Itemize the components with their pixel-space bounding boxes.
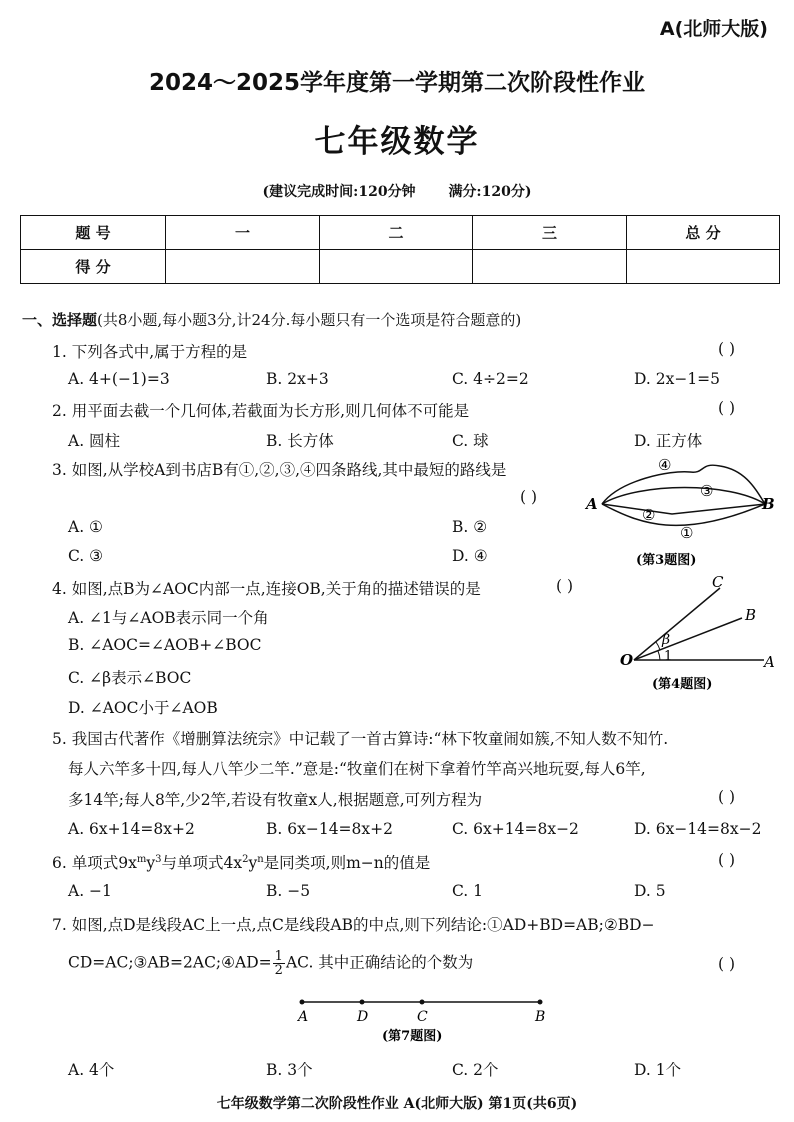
section-description: (共8小题,每小题3分,计24分.每小题只有一个选项是符合题意的) [97, 311, 522, 329]
q1-option-c: C. 4÷2=2 [452, 370, 529, 388]
point-c [420, 1000, 425, 1005]
q5-line2: 每人六竿多十四,每人八竿少二竿.”意是:“牧童们在树下拿着竹竿高兴地玩耍,每人6竿, [68, 760, 646, 778]
q5-line3: 多14竿;每人8竿,少2竿,若设有牧童x人,根据题意,可列方程为 [68, 791, 483, 809]
score-note: 满分:120分) [448, 184, 532, 200]
q2-option-a: A. 圆柱 [68, 432, 121, 450]
q4-option-d: D. ∠AOC小于∠AOB [68, 699, 218, 717]
q4-answer-blank[interactable]: ( ) [556, 577, 574, 595]
q7-line2 [68, 950, 473, 977]
q5-answer-blank[interactable]: ( ) [718, 788, 736, 806]
q1-option-a: A. 4+(−1)=3 [68, 370, 170, 388]
q4-figure [612, 572, 780, 694]
q1-answer-blank[interactable]: ( ) [718, 340, 736, 358]
q2-option-c: C. 球 [452, 432, 489, 450]
exam-title: 2024～2025学年度第一学期第二次阶段性作业 [148, 70, 646, 96]
score-table [20, 215, 780, 284]
q6-exponent: n [257, 853, 264, 865]
q3-figure-caption: (第3题图) [636, 553, 697, 568]
q6-stem-part: 6. 单项式9x [52, 854, 137, 872]
score-row-label: 得 分 [21, 250, 166, 284]
point-a-label: A [586, 495, 598, 513]
score-header-cell: 二 [320, 216, 473, 250]
point-b-label: B [535, 1009, 546, 1025]
q4-option-a: A. ∠1与∠AOB表示同一个角 [68, 609, 269, 627]
score-table-header-row [21, 216, 780, 250]
q6-exponent: m [136, 853, 147, 865]
subject-title: 七年级数学 [314, 124, 480, 160]
q5-option-d: D. 6x−14=8x−2 [634, 820, 762, 838]
time-note: (建议完成时间:120分钟 [262, 184, 416, 200]
q6-exponent: 3 [155, 853, 162, 865]
route-2-label: ② [642, 506, 656, 524]
point-d [360, 1000, 365, 1005]
q1-option-b: B. 2x+3 [266, 370, 329, 388]
q5-option-a: A. 6x+14=8x+2 [68, 820, 195, 838]
q4-stem: 4. 如图,点B为∠AOC内部一点,连接OB,关于角的描述错误的是 [52, 580, 481, 598]
q1-stem: 1. 下列各式中,属于方程的是 [52, 343, 248, 361]
q2-stem: 2. 用平面去截一个几何体,若截面为长方形,则几何体不可能是 [52, 402, 470, 420]
page-footer: 七年级数学第二次阶段性作业 A(北师大版) 第1页(共6页) [216, 1096, 578, 1112]
fraction-denominator: 2 [274, 963, 283, 978]
ray-ob [634, 618, 742, 660]
q2-option-d: D. 正方体 [634, 432, 703, 450]
section-title: 一、选择题 [22, 311, 98, 329]
q7-option-d: D. 1个 [634, 1061, 682, 1079]
point-a-label: A [764, 653, 775, 671]
q7-option-c: C. 2个 [452, 1061, 499, 1079]
score-cell[interactable] [166, 250, 320, 284]
ray-oc [634, 588, 720, 660]
q2-answer-blank[interactable]: ( ) [718, 399, 736, 417]
score-header-cell: 一 [166, 216, 320, 250]
q3-option-b: B. ② [452, 518, 488, 536]
q5-option-c: C. 6x+14=8x−2 [452, 820, 579, 838]
q5-line1: 5. 我国古代著作《增删算法统宗》中记载了一首古算诗:“林下牧童闹如簇,不知人数不知竹. [52, 730, 669, 748]
q6-option-b: B. −5 [266, 882, 311, 900]
route-1-label: ① [680, 524, 694, 542]
score-header-cell: 三 [473, 216, 627, 250]
q7-line2-part: CD=AC;③AB=2AC;④AD= [68, 953, 272, 972]
point-c-label: C [417, 1009, 428, 1025]
q7-figure-caption: (第7题图) [382, 1029, 443, 1044]
point-b-label: B [762, 495, 775, 513]
fraction-numerator: 1 [274, 949, 283, 964]
point-b [538, 1000, 543, 1005]
q6-stem-part: 是同类项,则m−n的值是 [263, 854, 431, 872]
q6-stem-part: y [248, 854, 258, 872]
q4-option-b: B. ∠AOC=∠AOB+∠BOC [68, 636, 262, 654]
q3-figure [580, 452, 780, 572]
q6-option-a: A. −1 [68, 882, 112, 900]
q7-answer-blank[interactable]: ( ) [718, 955, 736, 973]
angle-1-arc [658, 651, 660, 660]
version-label: A(北师大版) [659, 18, 768, 40]
point-a [300, 1000, 305, 1005]
route-4 [602, 465, 765, 504]
score-cell[interactable] [473, 250, 627, 284]
q6-option-d: D. 5 [634, 882, 666, 900]
section-heading [22, 309, 521, 330]
q6-stem-part: y [146, 854, 156, 872]
route-3 [602, 488, 765, 505]
route-3-label: ③ [700, 482, 714, 500]
q7-line1: 7. 如图,点D是线段AC上一点,点C是线段AB的中点,则下列结论:①AD+BD=AB;②BD− [52, 916, 655, 934]
route-4-label: ④ [658, 456, 672, 474]
q3-stem: 3. 如图,从学校A到书店B有①,②,③,④四条路线,其中最短的路线是 [52, 461, 507, 479]
point-o-label: O [620, 651, 634, 669]
q5-option-b: B. 6x−14=8x+2 [266, 820, 393, 838]
beta-label: β [662, 632, 671, 648]
point-c-label: C [712, 573, 724, 591]
q3-answer-blank[interactable]: ( ) [520, 488, 538, 506]
q7-option-b: B. 3个 [266, 1061, 313, 1079]
q2-option-b: B. 长方体 [266, 432, 334, 450]
score-header-cell: 总 分 [627, 216, 780, 250]
q6-stem [52, 851, 430, 873]
score-table-score-row [21, 250, 780, 284]
angle-1-label: 1 [664, 649, 673, 664]
q6-stem-part: 与单项式4x [161, 854, 243, 872]
angle-beta-arc [656, 642, 660, 650]
time-score-note [0, 181, 794, 201]
q7-line2-part: AC. 其中正确结论的个数为 [285, 953, 474, 972]
point-d-label: D [357, 1009, 369, 1025]
q4-figure-caption: (第4题图) [652, 677, 713, 692]
q7-fraction [273, 950, 285, 977]
q1-option-d: D. 2x−1=5 [634, 370, 721, 388]
score-cell[interactable] [320, 250, 473, 284]
q3-option-a: A. ① [68, 518, 103, 536]
score-header-cell: 题 号 [21, 216, 166, 250]
route-2 [602, 504, 765, 514]
q6-exponent: 2 [242, 853, 249, 865]
q7-option-a: A. 4个 [68, 1061, 115, 1079]
point-b-label: B [745, 606, 757, 624]
score-cell[interactable] [627, 250, 780, 284]
q6-option-c: C. 1 [452, 882, 484, 900]
q7-figure [290, 994, 560, 1046]
q3-option-c: C. ③ [68, 547, 104, 565]
q4-option-c: C. ∠β表示∠BOC [68, 669, 192, 687]
q3-option-d: D. ④ [452, 547, 488, 565]
point-a-label: A [298, 1009, 309, 1025]
q6-answer-blank[interactable]: ( ) [718, 851, 736, 869]
